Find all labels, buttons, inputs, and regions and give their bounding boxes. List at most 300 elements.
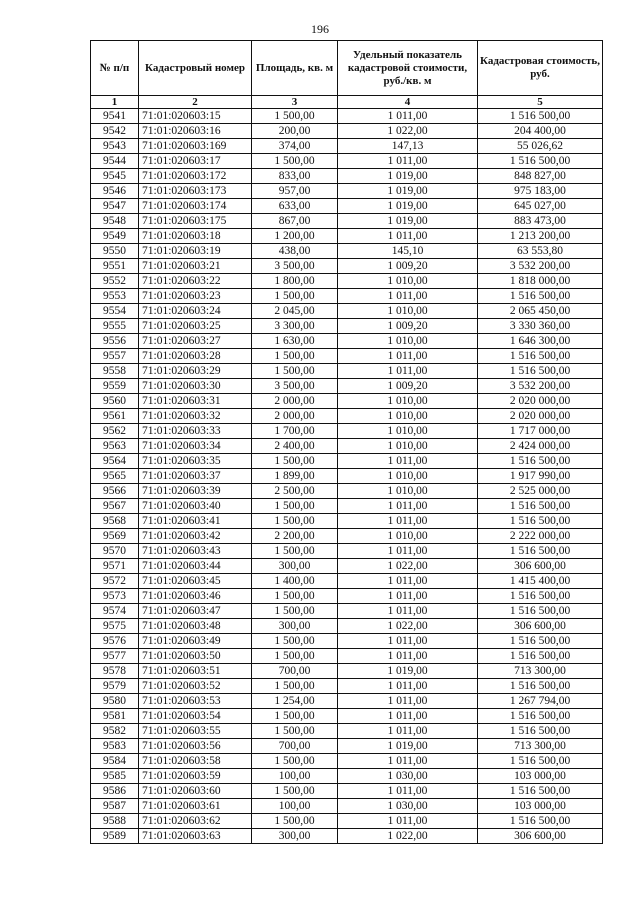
area-cell: 1 500,00 bbox=[252, 154, 338, 169]
table-row bbox=[91, 274, 603, 289]
row-number-cell: 9542 bbox=[91, 124, 139, 139]
cadastral-cost-cell: 1 516 500,00 bbox=[478, 514, 603, 529]
header-area: Площадь, кв. м bbox=[252, 41, 338, 96]
cadastral-number-cell: 71:01:020603:54 bbox=[139, 709, 252, 724]
area-cell: 2 045,00 bbox=[252, 304, 338, 319]
specific-value-cell: 1 010,00 bbox=[338, 304, 478, 319]
row-number-cell: 9544 bbox=[91, 154, 139, 169]
row-number-cell: 9588 bbox=[91, 814, 139, 829]
cadastral-number-cell: 71:01:020603:59 bbox=[139, 769, 252, 784]
specific-value-cell: 1 030,00 bbox=[338, 799, 478, 814]
row-number-cell: 9562 bbox=[91, 424, 139, 439]
cadastral-cost-cell: 1 516 500,00 bbox=[478, 604, 603, 619]
row-number-cell: 9563 bbox=[91, 439, 139, 454]
area-cell: 1 500,00 bbox=[252, 814, 338, 829]
table-row bbox=[91, 634, 603, 649]
cadastral-cost-cell: 883 473,00 bbox=[478, 214, 603, 229]
table-row bbox=[91, 754, 603, 769]
table-row bbox=[91, 769, 603, 784]
header-specific-value: Удельный показатель кадастровой стоимости, руб./кв. м bbox=[338, 41, 478, 96]
cadastral-cost-cell: 1 516 500,00 bbox=[478, 649, 603, 664]
specific-value-cell: 145,10 bbox=[338, 244, 478, 259]
cadastral-cost-cell: 1 516 500,00 bbox=[478, 544, 603, 559]
row-number-cell: 9589 bbox=[91, 829, 139, 844]
area-cell: 300,00 bbox=[252, 619, 338, 634]
cadastral-number-cell: 71:01:020603:49 bbox=[139, 634, 252, 649]
cadastral-number-cell: 71:01:020603:60 bbox=[139, 784, 252, 799]
specific-value-cell: 1 010,00 bbox=[338, 424, 478, 439]
row-number-cell: 9556 bbox=[91, 334, 139, 349]
cadastral-cost-cell: 713 300,00 bbox=[478, 664, 603, 679]
cadastral-cost-cell: 1 213 200,00 bbox=[478, 229, 603, 244]
area-cell: 1 500,00 bbox=[252, 709, 338, 724]
table-row bbox=[91, 589, 603, 604]
cadastral-cost-cell: 645 027,00 bbox=[478, 199, 603, 214]
cadastral-cost-cell: 1 516 500,00 bbox=[478, 754, 603, 769]
cadastral-cost-cell: 1 516 500,00 bbox=[478, 109, 603, 124]
area-cell: 200,00 bbox=[252, 124, 338, 139]
row-number-cell: 9550 bbox=[91, 244, 139, 259]
table-row bbox=[91, 304, 603, 319]
cadastral-number-cell: 71:01:020603:172 bbox=[139, 169, 252, 184]
area-cell: 2 000,00 bbox=[252, 409, 338, 424]
row-number-cell: 9570 bbox=[91, 544, 139, 559]
row-number-cell: 9587 bbox=[91, 799, 139, 814]
table-row bbox=[91, 724, 603, 739]
cadastral-number-cell: 71:01:020603:40 bbox=[139, 499, 252, 514]
header-cadastral-number: Кадастровый номер bbox=[139, 41, 252, 96]
table-row bbox=[91, 409, 603, 424]
table-row bbox=[91, 559, 603, 574]
cadastral-number-cell: 71:01:020603:29 bbox=[139, 364, 252, 379]
table-row bbox=[91, 229, 603, 244]
row-number-cell: 9561 bbox=[91, 409, 139, 424]
cadastral-number-cell: 71:01:020603:25 bbox=[139, 319, 252, 334]
area-cell: 957,00 bbox=[252, 184, 338, 199]
cadastral-number-cell: 71:01:020603:23 bbox=[139, 289, 252, 304]
row-number-cell: 9571 bbox=[91, 559, 139, 574]
table-row bbox=[91, 214, 603, 229]
table-row bbox=[91, 649, 603, 664]
area-cell: 1 254,00 bbox=[252, 694, 338, 709]
cadastral-cost-cell: 1 516 500,00 bbox=[478, 349, 603, 364]
cadastral-cost-cell: 1 516 500,00 bbox=[478, 679, 603, 694]
table-row bbox=[91, 199, 603, 214]
cadastral-number-cell: 71:01:020603:48 bbox=[139, 619, 252, 634]
area-cell: 1 200,00 bbox=[252, 229, 338, 244]
specific-value-cell: 1 019,00 bbox=[338, 169, 478, 184]
specific-value-cell: 1 022,00 bbox=[338, 619, 478, 634]
table-row bbox=[91, 184, 603, 199]
specific-value-cell: 1 011,00 bbox=[338, 349, 478, 364]
cadastral-value-table bbox=[90, 40, 603, 844]
row-number-cell: 9558 bbox=[91, 364, 139, 379]
row-number-cell: 9565 bbox=[91, 469, 139, 484]
area-cell: 2 500,00 bbox=[252, 484, 338, 499]
specific-value-cell: 1 011,00 bbox=[338, 574, 478, 589]
cadastral-number-cell: 71:01:020603:18 bbox=[139, 229, 252, 244]
area-cell: 1 500,00 bbox=[252, 679, 338, 694]
cadastral-number-cell: 71:01:020603:22 bbox=[139, 274, 252, 289]
table-row bbox=[91, 439, 603, 454]
cadastral-number-cell: 71:01:020603:32 bbox=[139, 409, 252, 424]
specific-value-cell: 1 011,00 bbox=[338, 649, 478, 664]
row-number-cell: 9546 bbox=[91, 184, 139, 199]
table-row bbox=[91, 289, 603, 304]
area-cell: 2 200,00 bbox=[252, 529, 338, 544]
table-row bbox=[91, 109, 603, 124]
cadastral-number-cell: 71:01:020603:34 bbox=[139, 439, 252, 454]
column-number: 5 bbox=[478, 96, 603, 109]
row-number-cell: 9568 bbox=[91, 514, 139, 529]
row-number-cell: 9569 bbox=[91, 529, 139, 544]
row-number-cell: 9572 bbox=[91, 574, 139, 589]
table-row bbox=[91, 454, 603, 469]
cadastral-number-cell: 71:01:020603:16 bbox=[139, 124, 252, 139]
specific-value-cell: 1 011,00 bbox=[338, 784, 478, 799]
row-number-cell: 9566 bbox=[91, 484, 139, 499]
area-cell: 2 400,00 bbox=[252, 439, 338, 454]
specific-value-cell: 1 019,00 bbox=[338, 664, 478, 679]
table-row bbox=[91, 349, 603, 364]
specific-value-cell: 1 010,00 bbox=[338, 529, 478, 544]
cadastral-cost-cell: 1 516 500,00 bbox=[478, 784, 603, 799]
specific-value-cell: 1 011,00 bbox=[338, 709, 478, 724]
cadastral-cost-cell: 2 020 000,00 bbox=[478, 394, 603, 409]
specific-value-cell: 1 011,00 bbox=[338, 109, 478, 124]
specific-value-cell: 1 011,00 bbox=[338, 364, 478, 379]
table-row bbox=[91, 604, 603, 619]
cadastral-number-cell: 71:01:020603:30 bbox=[139, 379, 252, 394]
column-number-row bbox=[91, 96, 603, 109]
table-row bbox=[91, 379, 603, 394]
cadastral-cost-cell: 2 525 000,00 bbox=[478, 484, 603, 499]
cadastral-number-cell: 71:01:020603:43 bbox=[139, 544, 252, 559]
cadastral-cost-cell: 2 222 000,00 bbox=[478, 529, 603, 544]
row-number-cell: 9553 bbox=[91, 289, 139, 304]
specific-value-cell: 1 019,00 bbox=[338, 184, 478, 199]
row-number-cell: 9548 bbox=[91, 214, 139, 229]
cadastral-cost-cell: 1 717 000,00 bbox=[478, 424, 603, 439]
area-cell: 100,00 bbox=[252, 769, 338, 784]
row-number-cell: 9551 bbox=[91, 259, 139, 274]
specific-value-cell: 1 011,00 bbox=[338, 724, 478, 739]
cadastral-number-cell: 71:01:020603:35 bbox=[139, 454, 252, 469]
area-cell: 833,00 bbox=[252, 169, 338, 184]
specific-value-cell: 1 010,00 bbox=[338, 469, 478, 484]
table-row bbox=[91, 574, 603, 589]
column-number: 2 bbox=[139, 96, 252, 109]
specific-value-cell: 1 010,00 bbox=[338, 439, 478, 454]
table-row bbox=[91, 739, 603, 754]
cadastral-number-cell: 71:01:020603:58 bbox=[139, 754, 252, 769]
row-number-cell: 9552 bbox=[91, 274, 139, 289]
row-number-cell: 9573 bbox=[91, 589, 139, 604]
specific-value-cell: 1 011,00 bbox=[338, 754, 478, 769]
table-row bbox=[91, 814, 603, 829]
row-number-cell: 9555 bbox=[91, 319, 139, 334]
table-row bbox=[91, 394, 603, 409]
area-cell: 3 500,00 bbox=[252, 379, 338, 394]
row-number-cell: 9545 bbox=[91, 169, 139, 184]
cadastral-number-cell: 71:01:020603:28 bbox=[139, 349, 252, 364]
area-cell: 1 800,00 bbox=[252, 274, 338, 289]
cadastral-cost-cell: 63 553,80 bbox=[478, 244, 603, 259]
specific-value-cell: 1 011,00 bbox=[338, 454, 478, 469]
cadastral-cost-cell: 1 415 400,00 bbox=[478, 574, 603, 589]
header-row-number: № п/п bbox=[91, 41, 139, 96]
specific-value-cell: 1 019,00 bbox=[338, 199, 478, 214]
area-cell: 2 000,00 bbox=[252, 394, 338, 409]
cadastral-cost-cell: 848 827,00 bbox=[478, 169, 603, 184]
row-number-cell: 9557 bbox=[91, 349, 139, 364]
cadastral-number-cell: 71:01:020603:47 bbox=[139, 604, 252, 619]
cadastral-cost-cell: 975 183,00 bbox=[478, 184, 603, 199]
area-cell: 3 300,00 bbox=[252, 319, 338, 334]
table-row bbox=[91, 364, 603, 379]
specific-value-cell: 1 011,00 bbox=[338, 514, 478, 529]
specific-value-cell: 1 011,00 bbox=[338, 604, 478, 619]
cadastral-cost-cell: 3 532 200,00 bbox=[478, 259, 603, 274]
table-row bbox=[91, 544, 603, 559]
area-cell: 100,00 bbox=[252, 799, 338, 814]
specific-value-cell: 1 011,00 bbox=[338, 499, 478, 514]
specific-value-cell: 1 019,00 bbox=[338, 739, 478, 754]
area-cell: 1 500,00 bbox=[252, 724, 338, 739]
specific-value-cell: 1 009,20 bbox=[338, 379, 478, 394]
row-number-cell: 9559 bbox=[91, 379, 139, 394]
specific-value-cell: 1 010,00 bbox=[338, 409, 478, 424]
column-number: 4 bbox=[338, 96, 478, 109]
table-row bbox=[91, 139, 603, 154]
column-number: 3 bbox=[252, 96, 338, 109]
specific-value-cell: 1 022,00 bbox=[338, 559, 478, 574]
cadastral-cost-cell: 1 516 500,00 bbox=[478, 709, 603, 724]
specific-value-cell: 1 010,00 bbox=[338, 274, 478, 289]
cadastral-number-cell: 71:01:020603:44 bbox=[139, 559, 252, 574]
table-row bbox=[91, 319, 603, 334]
row-number-cell: 9581 bbox=[91, 709, 139, 724]
cadastral-cost-cell: 1 516 500,00 bbox=[478, 364, 603, 379]
area-cell: 1 700,00 bbox=[252, 424, 338, 439]
cadastral-cost-cell: 103 000,00 bbox=[478, 799, 603, 814]
cadastral-number-cell: 71:01:020603:53 bbox=[139, 694, 252, 709]
cadastral-number-cell: 71:01:020603:21 bbox=[139, 259, 252, 274]
specific-value-cell: 1 019,00 bbox=[338, 214, 478, 229]
area-cell: 1 400,00 bbox=[252, 574, 338, 589]
area-cell: 3 500,00 bbox=[252, 259, 338, 274]
row-number-cell: 9567 bbox=[91, 499, 139, 514]
cadastral-cost-cell: 1 917 990,00 bbox=[478, 469, 603, 484]
specific-value-cell: 1 011,00 bbox=[338, 694, 478, 709]
area-cell: 633,00 bbox=[252, 199, 338, 214]
cadastral-cost-cell: 713 300,00 bbox=[478, 739, 603, 754]
row-number-cell: 9574 bbox=[91, 604, 139, 619]
cadastral-cost-cell: 1 516 500,00 bbox=[478, 634, 603, 649]
area-cell: 374,00 bbox=[252, 139, 338, 154]
cadastral-number-cell: 71:01:020603:33 bbox=[139, 424, 252, 439]
area-cell: 1 500,00 bbox=[252, 754, 338, 769]
table-row bbox=[91, 334, 603, 349]
table-row bbox=[91, 124, 603, 139]
cadastral-cost-cell: 306 600,00 bbox=[478, 619, 603, 634]
row-number-cell: 9586 bbox=[91, 784, 139, 799]
area-cell: 300,00 bbox=[252, 829, 338, 844]
table-row bbox=[91, 424, 603, 439]
specific-value-cell: 1 011,00 bbox=[338, 589, 478, 604]
table-row bbox=[91, 169, 603, 184]
area-cell: 300,00 bbox=[252, 559, 338, 574]
cadastral-number-cell: 71:01:020603:27 bbox=[139, 334, 252, 349]
row-number-cell: 9583 bbox=[91, 739, 139, 754]
cadastral-cost-cell: 1 516 500,00 bbox=[478, 154, 603, 169]
row-number-cell: 9564 bbox=[91, 454, 139, 469]
row-number-cell: 9578 bbox=[91, 664, 139, 679]
area-cell: 1 500,00 bbox=[252, 589, 338, 604]
table-row bbox=[91, 244, 603, 259]
area-cell: 1 500,00 bbox=[252, 634, 338, 649]
cadastral-cost-cell: 1 646 300,00 bbox=[478, 334, 603, 349]
cadastral-cost-cell: 1 818 000,00 bbox=[478, 274, 603, 289]
table-row bbox=[91, 709, 603, 724]
area-cell: 700,00 bbox=[252, 664, 338, 679]
area-cell: 1 500,00 bbox=[252, 289, 338, 304]
specific-value-cell: 1 011,00 bbox=[338, 229, 478, 244]
row-number-cell: 9543 bbox=[91, 139, 139, 154]
specific-value-cell: 1 011,00 bbox=[338, 634, 478, 649]
cadastral-number-cell: 71:01:020603:50 bbox=[139, 649, 252, 664]
cadastral-number-cell: 71:01:020603:55 bbox=[139, 724, 252, 739]
cadastral-number-cell: 71:01:020603:174 bbox=[139, 199, 252, 214]
cadastral-number-cell: 71:01:020603:24 bbox=[139, 304, 252, 319]
table-row bbox=[91, 694, 603, 709]
header-cadastral-cost: Кадастровая стоимость, руб. bbox=[478, 41, 603, 96]
cadastral-number-cell: 71:01:020603:41 bbox=[139, 514, 252, 529]
table-row bbox=[91, 799, 603, 814]
area-cell: 438,00 bbox=[252, 244, 338, 259]
cadastral-cost-cell: 204 400,00 bbox=[478, 124, 603, 139]
cadastral-number-cell: 71:01:020603:15 bbox=[139, 109, 252, 124]
table-row bbox=[91, 154, 603, 169]
row-number-cell: 9576 bbox=[91, 634, 139, 649]
cadastral-cost-cell: 103 000,00 bbox=[478, 769, 603, 784]
area-cell: 1 500,00 bbox=[252, 514, 338, 529]
cadastral-number-cell: 71:01:020603:63 bbox=[139, 829, 252, 844]
area-cell: 1 500,00 bbox=[252, 649, 338, 664]
area-cell: 1 500,00 bbox=[252, 604, 338, 619]
cadastral-number-cell: 71:01:020603:51 bbox=[139, 664, 252, 679]
cadastral-cost-cell: 306 600,00 bbox=[478, 559, 603, 574]
specific-value-cell: 1 011,00 bbox=[338, 814, 478, 829]
table-row bbox=[91, 469, 603, 484]
table-row bbox=[91, 679, 603, 694]
specific-value-cell: 1 011,00 bbox=[338, 679, 478, 694]
area-cell: 1 500,00 bbox=[252, 784, 338, 799]
cadastral-cost-cell: 1 516 500,00 bbox=[478, 589, 603, 604]
cadastral-cost-cell: 1 516 500,00 bbox=[478, 724, 603, 739]
area-cell: 1 500,00 bbox=[252, 544, 338, 559]
cadastral-number-cell: 71:01:020603:173 bbox=[139, 184, 252, 199]
specific-value-cell: 1 011,00 bbox=[338, 154, 478, 169]
table-row bbox=[91, 499, 603, 514]
specific-value-cell: 1 010,00 bbox=[338, 394, 478, 409]
cadastral-number-cell: 71:01:020603:31 bbox=[139, 394, 252, 409]
column-number: 1 bbox=[91, 96, 139, 109]
cadastral-number-cell: 71:01:020603:52 bbox=[139, 679, 252, 694]
specific-value-cell: 1 010,00 bbox=[338, 334, 478, 349]
table-row bbox=[91, 484, 603, 499]
cadastral-cost-cell: 55 026,62 bbox=[478, 139, 603, 154]
area-cell: 1 500,00 bbox=[252, 349, 338, 364]
area-cell: 1 500,00 bbox=[252, 109, 338, 124]
row-number-cell: 9541 bbox=[91, 109, 139, 124]
cadastral-cost-cell: 2 424 000,00 bbox=[478, 439, 603, 454]
table-row bbox=[91, 784, 603, 799]
table-row bbox=[91, 259, 603, 274]
specific-value-cell: 1 009,20 bbox=[338, 319, 478, 334]
table-row bbox=[91, 664, 603, 679]
cadastral-number-cell: 71:01:020603:17 bbox=[139, 154, 252, 169]
cadastral-number-cell: 71:01:020603:169 bbox=[139, 139, 252, 154]
cadastral-number-cell: 71:01:020603:19 bbox=[139, 244, 252, 259]
row-number-cell: 9575 bbox=[91, 619, 139, 634]
cadastral-number-cell: 71:01:020603:56 bbox=[139, 739, 252, 754]
cadastral-cost-cell: 1 516 500,00 bbox=[478, 814, 603, 829]
cadastral-cost-cell: 1 267 794,00 bbox=[478, 694, 603, 709]
row-number-cell: 9547 bbox=[91, 199, 139, 214]
area-cell: 1 500,00 bbox=[252, 454, 338, 469]
specific-value-cell: 147,13 bbox=[338, 139, 478, 154]
area-cell: 700,00 bbox=[252, 739, 338, 754]
cadastral-cost-cell: 2 065 450,00 bbox=[478, 304, 603, 319]
table-row bbox=[91, 514, 603, 529]
specific-value-cell: 1 010,00 bbox=[338, 484, 478, 499]
cadastral-cost-cell: 3 532 200,00 bbox=[478, 379, 603, 394]
cadastral-cost-cell: 1 516 500,00 bbox=[478, 499, 603, 514]
area-cell: 867,00 bbox=[252, 214, 338, 229]
specific-value-cell: 1 011,00 bbox=[338, 289, 478, 304]
cadastral-number-cell: 71:01:020603:37 bbox=[139, 469, 252, 484]
area-cell: 1 899,00 bbox=[252, 469, 338, 484]
row-number-cell: 9579 bbox=[91, 679, 139, 694]
row-number-cell: 9554 bbox=[91, 304, 139, 319]
cadastral-number-cell: 71:01:020603:39 bbox=[139, 484, 252, 499]
cadastral-number-cell: 71:01:020603:42 bbox=[139, 529, 252, 544]
specific-value-cell: 1 011,00 bbox=[338, 544, 478, 559]
area-cell: 1 500,00 bbox=[252, 499, 338, 514]
table-row bbox=[91, 829, 603, 844]
table-row bbox=[91, 619, 603, 634]
row-number-cell: 9580 bbox=[91, 694, 139, 709]
area-cell: 1 500,00 bbox=[252, 364, 338, 379]
row-number-cell: 9549 bbox=[91, 229, 139, 244]
cadastral-cost-cell: 3 330 360,00 bbox=[478, 319, 603, 334]
specific-value-cell: 1 009,20 bbox=[338, 259, 478, 274]
cadastral-cost-cell: 306 600,00 bbox=[478, 829, 603, 844]
cadastral-number-cell: 71:01:020603:45 bbox=[139, 574, 252, 589]
area-cell: 1 630,00 bbox=[252, 334, 338, 349]
page-number: 196 bbox=[311, 22, 329, 36]
table-body bbox=[91, 109, 603, 844]
cadastral-number-cell: 71:01:020603:175 bbox=[139, 214, 252, 229]
table-header-row bbox=[91, 41, 603, 96]
row-number-cell: 9582 bbox=[91, 724, 139, 739]
cadastral-number-cell: 71:01:020603:46 bbox=[139, 589, 252, 604]
row-number-cell: 9577 bbox=[91, 649, 139, 664]
cadastral-cost-cell: 1 516 500,00 bbox=[478, 289, 603, 304]
row-number-cell: 9560 bbox=[91, 394, 139, 409]
cadastral-number-cell: 71:01:020603:61 bbox=[139, 799, 252, 814]
